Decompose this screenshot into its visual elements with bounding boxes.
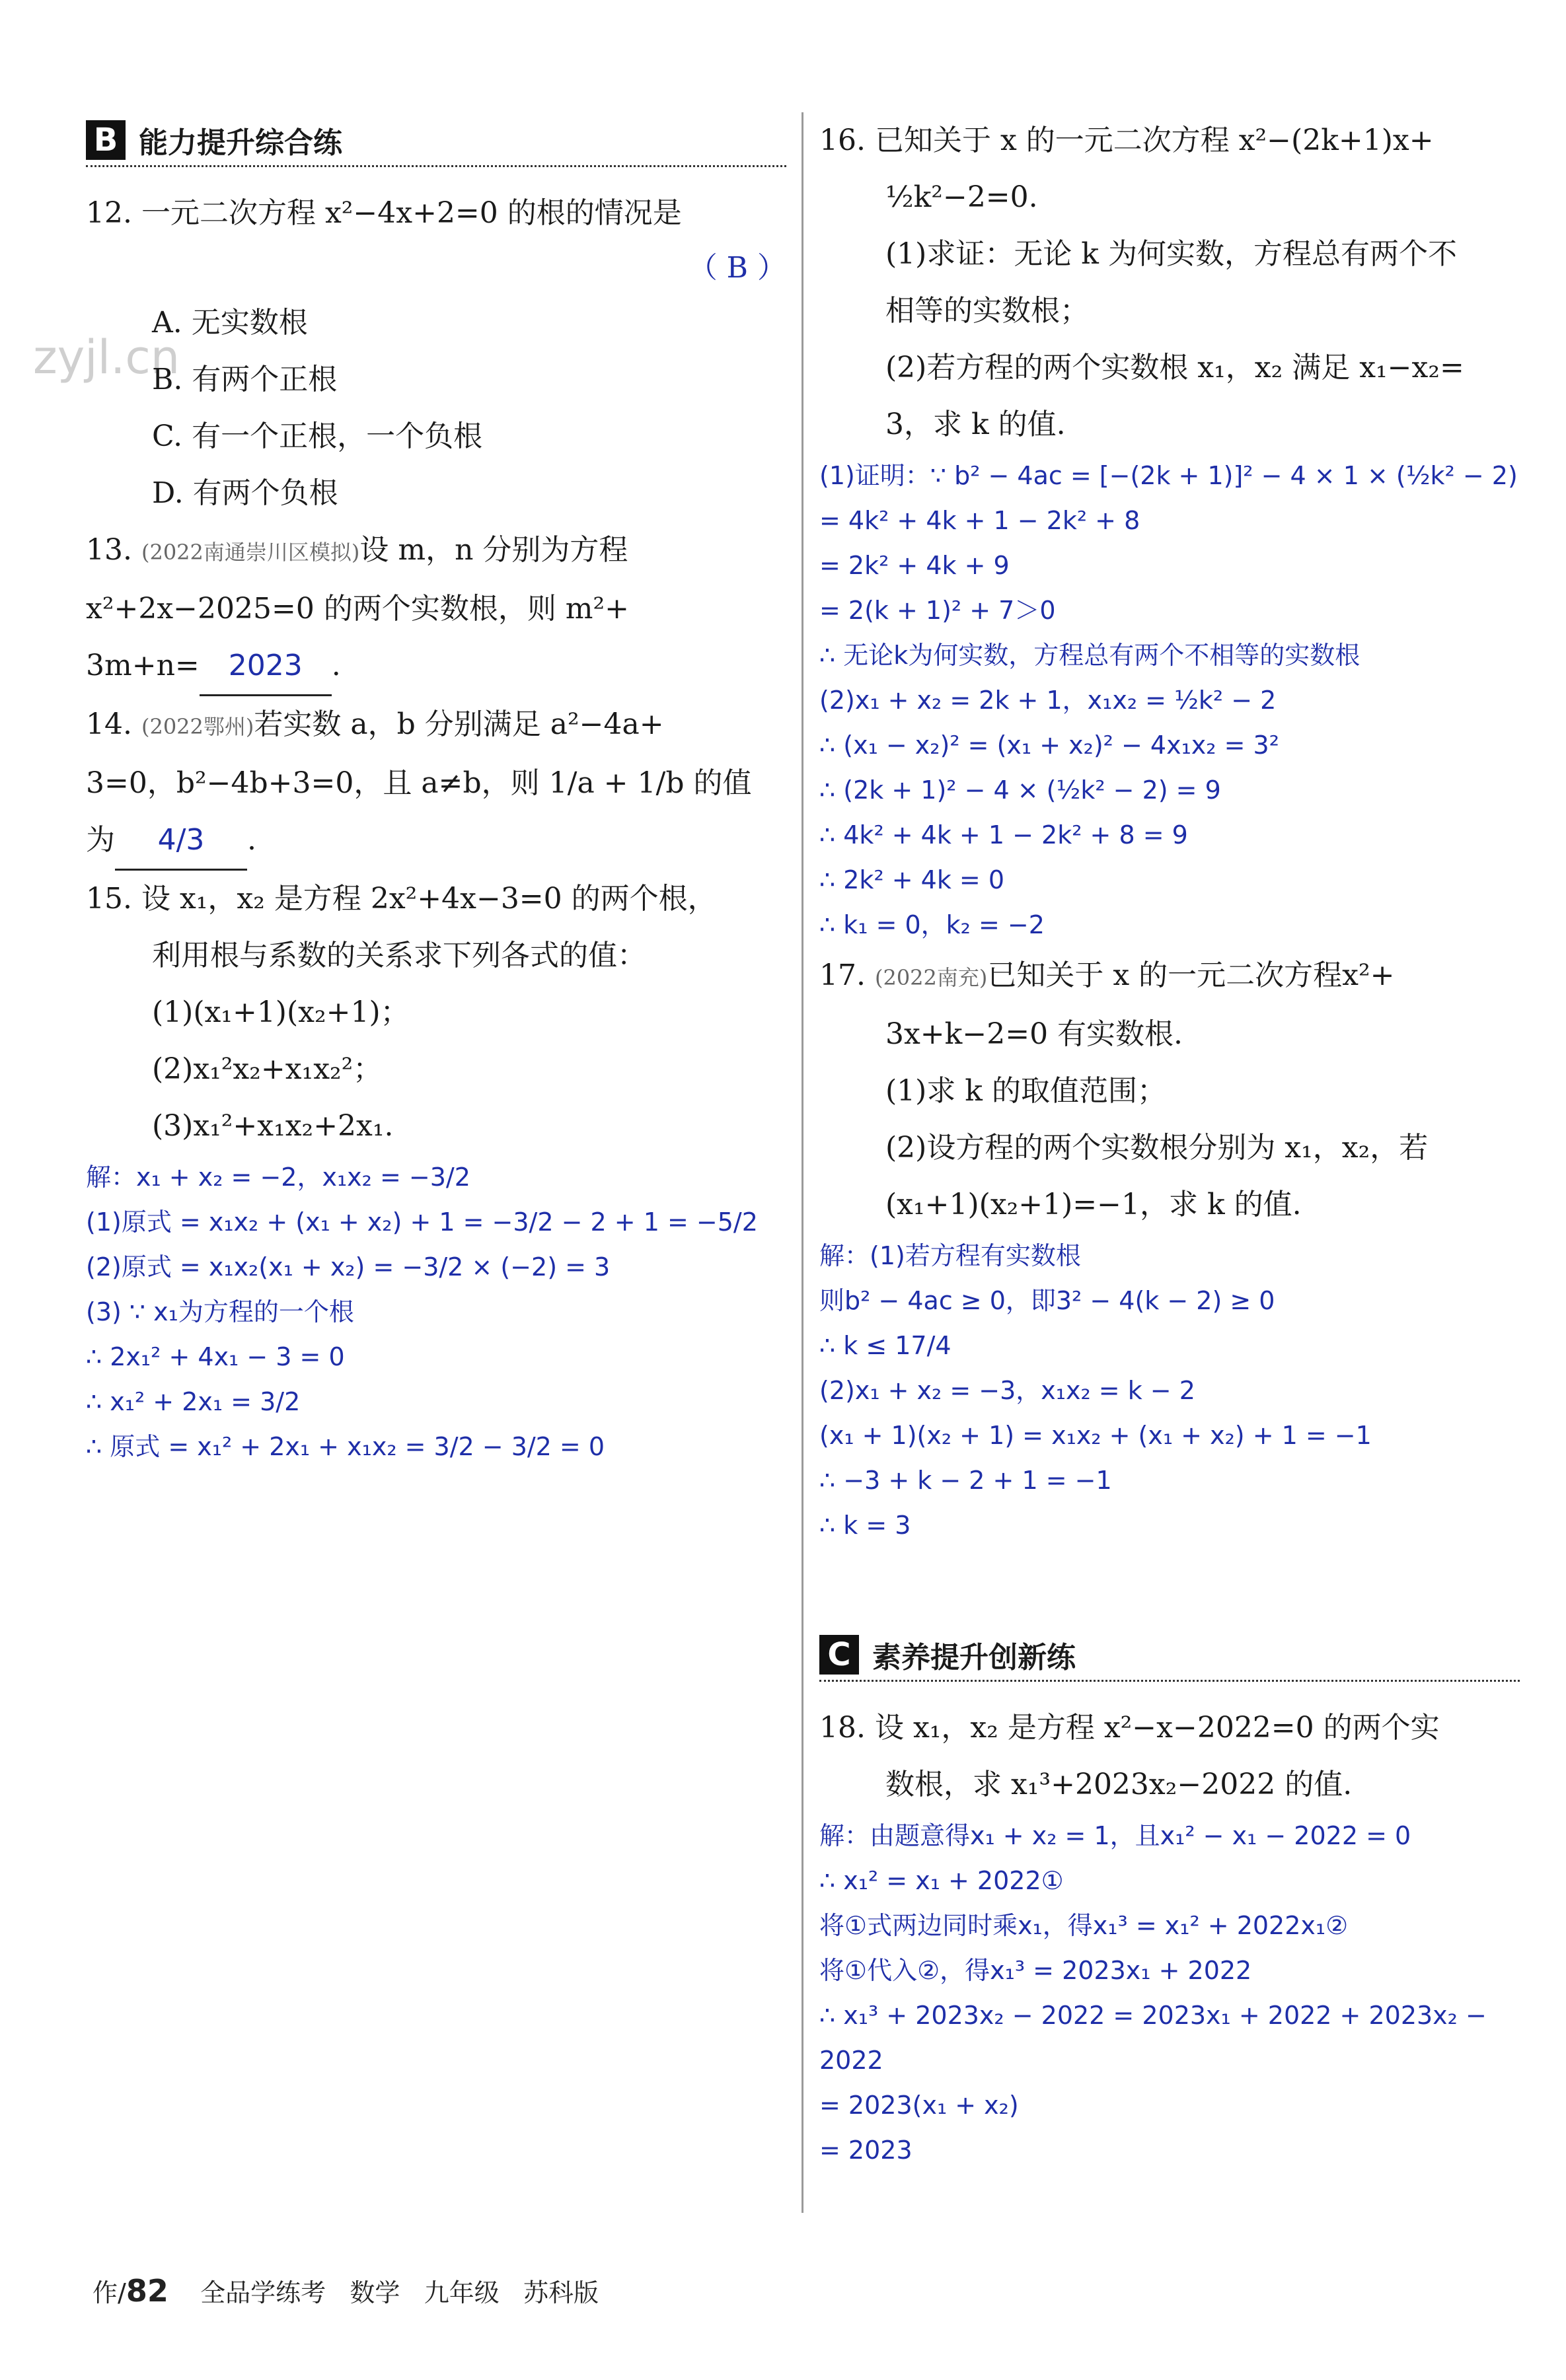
question-text: 设 m，n 分别为方程 — [359, 533, 628, 567]
left-column — [86, 112, 786, 1469]
question-15 — [86, 871, 786, 1469]
section-title: 素养提升创新练 — [872, 1641, 1076, 1675]
solution-line: = 2k² + 4k + 9 — [819, 551, 1010, 580]
question-text: 已知关于 x 的一元二次方程x²+ — [987, 958, 1395, 992]
solution — [819, 1813, 1520, 2173]
question-text: 若实数 a，b 分别满足 a²−4a+ — [254, 707, 664, 741]
solution-line: (1)原式 = x₁x₂ + (x₁ + x₂) + 1 = −3/2 − 2 + 1 = −5/2 — [86, 1208, 758, 1237]
question-text: 3x+k−2=0 有实数根. — [885, 1017, 1183, 1051]
right-column — [819, 112, 1520, 2173]
question-stem: 利用根与系数的关系求下列各式的值： — [152, 939, 646, 972]
question-text: x²+2x−2025=0 的两个实数根，则 m²+ — [86, 592, 630, 626]
question-stem: 15. 设 x₁，x₂ 是方程 2x²+4x−3=0 的两个根， — [86, 882, 717, 916]
section-rule — [819, 1680, 1520, 1682]
solution-line: = 2(k + 1)² + 7＞0 — [819, 596, 1056, 625]
solution — [86, 1155, 786, 1469]
question-16 — [819, 112, 1520, 947]
section-c-header — [819, 1627, 1520, 1686]
page-footer — [93, 2272, 599, 2309]
section-rule — [86, 165, 786, 167]
solution-line: ∴ 无论k为何实数，方程总有两个不相等的实数根 — [819, 641, 1361, 670]
solution-line: ∴ 原式 = x₁² + 2x₁ + x₁x₂ = 3/2 − 3/2 = 0 — [86, 1432, 605, 1461]
solution-line: 解：由题意得x₁ + x₂ = 1，且x₁² − x₁ − 2022 = 0 — [819, 1821, 1411, 1850]
question-part: (x₁+1)(x₂+1)=−1，求 k 的值. — [885, 1188, 1302, 1221]
solution-line: ∴ k₁ = 0，k₂ = −2 — [819, 910, 1045, 939]
solution-line: (3) ∵ x₁为方程的一个根 — [86, 1297, 354, 1326]
fill-answer: 2023 — [200, 637, 332, 696]
question-number: 14. — [86, 707, 141, 741]
question-text: . — [247, 823, 256, 857]
question-text: 3m+n= — [86, 649, 200, 682]
solution-line: ∴ 2x₁² + 4x₁ − 3 = 0 — [86, 1342, 345, 1371]
question-17 — [819, 947, 1520, 1548]
question-stem: ½k²−2=0. — [885, 180, 1038, 214]
question-text: . — [331, 649, 341, 682]
footer-prefix: 作/ — [93, 2278, 126, 2307]
question-number: 17. — [819, 958, 875, 992]
solution-line: = 2023(x₁ + x₂) — [819, 2091, 1019, 2120]
option-a: A. 无实数根 — [152, 306, 308, 340]
question-part: (2)x₁²x₂+x₁x₂²； — [152, 1052, 383, 1086]
question-part: (2)设方程的两个实数根分别为 x₁，x₂，若 — [885, 1131, 1429, 1165]
solution-line: 解：x₁ + x₂ = −2，x₁x₂ = −3/2 — [86, 1163, 470, 1192]
question-part: 3，求 k 的值. — [885, 408, 1066, 441]
question-stem: 数根，求 x₁³+2023x₂−2022 的值. — [885, 1768, 1353, 1801]
answer-bracket: （ B ） — [688, 251, 786, 285]
grade: 九年级 — [424, 2278, 500, 2307]
watermark: zyjl.cn — [33, 330, 180, 384]
question-18 — [819, 1700, 1520, 2173]
solution-line: (1)证明：∵ b² − 4ac = [−(2k + 1)]² − 4 × 1 × (½k² − 2) — [819, 461, 1518, 490]
section-badge: C — [819, 1635, 859, 1675]
subject: 数学 — [350, 2278, 400, 2307]
question-source: (2022鄂州) — [141, 714, 254, 739]
fill-answer: 4/3 — [115, 812, 247, 871]
solution-line: = 4k² + 4k + 1 − 2k² + 8 — [819, 506, 1140, 535]
page-number: 82 — [126, 2273, 168, 2309]
solution-line: ∴ −3 + k − 2 + 1 = −1 — [819, 1466, 1112, 1495]
solution-line: ∴ x₁³ + 2023x₂ − 2022 = 2023x₁ + 2022 + 2023x₂ − 2022 — [819, 2001, 1487, 2075]
question-part: (1)求 k 的取值范围； — [885, 1074, 1166, 1108]
question-part: (1)(x₁+1)(x₂+1)； — [152, 995, 410, 1029]
solution-line: 则b² − 4ac ≥ 0，即3² − 4(k − 2) ≥ 0 — [819, 1286, 1275, 1315]
solution-line: = 2023 — [819, 2136, 913, 2165]
question-text: 3=0，b²−4b+3=0，且 a≠b，则 1/a + 1/b 的值 — [86, 766, 752, 800]
solution-line: ∴ k = 3 — [819, 1511, 911, 1540]
question-text: 为 — [86, 823, 115, 857]
solution-line: 将①代入②，得x₁³ = 2023x₁ + 2022 — [819, 1956, 1252, 1985]
solution-line: 解：(1)若方程有实数根 — [819, 1241, 1081, 1270]
edition: 苏科版 — [523, 2278, 599, 2307]
solution-line: ∴ 4k² + 4k + 1 − 2k² + 8 = 9 — [819, 820, 1188, 849]
solution — [819, 1233, 1520, 1548]
solution — [819, 453, 1520, 947]
question-part: 相等的实数根； — [885, 294, 1089, 328]
solution-line: ∴ (2k + 1)² − 4 × (½k² − 2) = 9 — [819, 775, 1221, 805]
question-14 — [86, 696, 786, 871]
solution-line: ∴ (x₁ − x₂)² = (x₁ + x₂)² − 4x₁x₂ = 3² — [819, 731, 1279, 760]
option-b: B. 有两个正根 — [152, 363, 338, 396]
question-part: (3)x₁²+x₁x₂+2x₁. — [152, 1109, 394, 1143]
solution-line: ∴ k ≤ 17/4 — [819, 1331, 951, 1360]
question-source: (2022南通崇川区模拟) — [141, 540, 360, 565]
question-13 — [86, 522, 786, 696]
question-part: (1)求证：无论 k 为何实数，方程总有两个不 — [885, 237, 1457, 271]
question-number: 13. — [86, 533, 141, 567]
solution-line: (x₁ + 1)(x₂ + 1) = x₁x₂ + (x₁ + x₂) + 1 = −1 — [819, 1421, 1372, 1450]
column-divider — [802, 112, 803, 2213]
section-b-header — [86, 112, 786, 172]
solution-line: (2)x₁ + x₂ = 2k + 1，x₁x₂ = ½k² − 2 — [819, 686, 1277, 715]
section-title: 能力提升综合练 — [139, 126, 342, 160]
solution-line: ∴ 2k² + 4k = 0 — [819, 865, 1005, 894]
solution-line: (2)x₁ + x₂ = −3，x₁x₂ = k − 2 — [819, 1376, 1195, 1405]
spacer — [819, 1548, 1520, 1627]
solution-line: ∴ x₁² + 2x₁ = 3/2 — [86, 1387, 301, 1416]
solution-line: (2)原式 = x₁x₂(x₁ + x₂) = −3/2 × (−2) = 3 — [86, 1252, 611, 1281]
option-c: C. 有一个正根，一个负根 — [152, 419, 483, 453]
question-12 — [86, 185, 786, 522]
section-badge: B — [86, 120, 126, 160]
solution-line: 将①式两边同时乘x₁，得x₁³ = x₁² + 2022x₁② — [819, 1911, 1349, 1940]
option-d: D. 有两个负根 — [152, 476, 338, 510]
question-stem: 12. 一元二次方程 x²−4x+2=0 的根的情况是 — [86, 196, 682, 230]
question-part: (2)若方程的两个实数根 x₁，x₂ 满足 x₁−x₂= — [885, 351, 1464, 384]
question-source: (2022南充) — [874, 965, 988, 990]
solution-line: ∴ x₁² = x₁ + 2022① — [819, 1866, 1064, 1895]
question-stem: 16. 已知关于 x 的一元二次方程 x²−(2k+1)x+ — [819, 124, 1434, 157]
question-stem: 18. 设 x₁，x₂ 是方程 x²−x−2022=0 的两个实 — [819, 1711, 1440, 1745]
book-title: 全品学练考 — [200, 2278, 326, 2307]
